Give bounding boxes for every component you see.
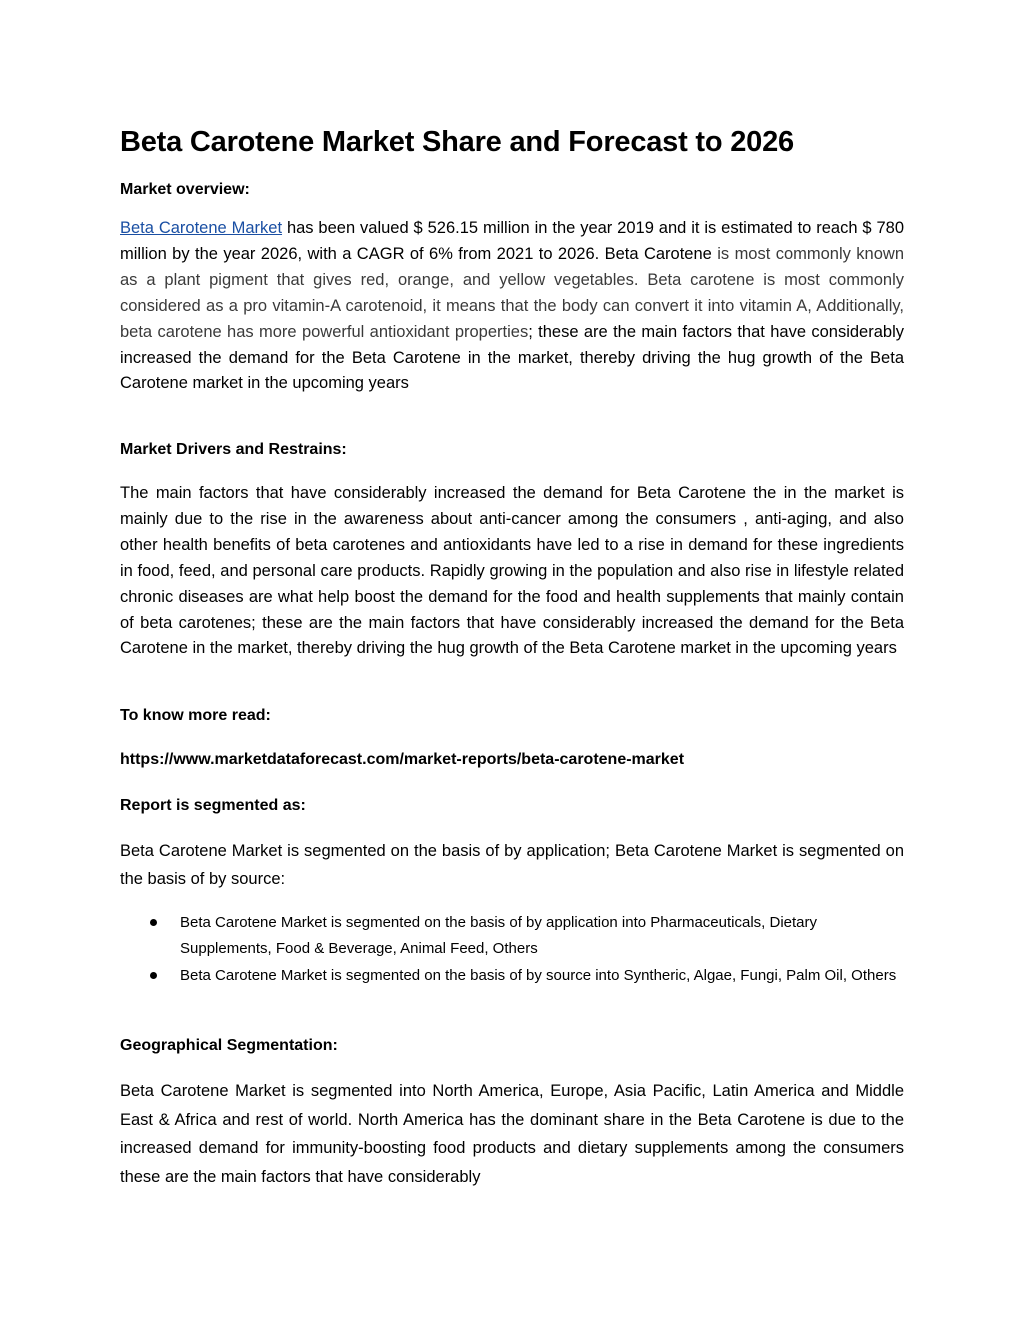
segmented-paragraph: Beta Carotene Market is segmented on the basis of by application; Beta Carotene Market is segmented on the basis of by source: — [120, 842, 904, 888]
overview-text-part3: ; these are the main factors that have considerably increased the demand for the Beta Carotene in the market, thereby driving the hug growth of the Beta Carotene market in the upcoming years — [120, 322, 904, 393]
list-item-text: Beta Carotene Market is segmented on the basis of by application into Pharmaceuticals, Dietary Supplements, Food & Beverage, Animal Feed, Others — [180, 914, 818, 957]
market-overview-heading: Market overview: — [120, 181, 250, 198]
drivers-heading: Market Drivers and Restrains: — [120, 441, 347, 458]
bullet-icon — [150, 972, 157, 979]
know-more-url: https://www.marketdataforecast.com/market-reports/beta-carotene-market — [120, 751, 685, 768]
overview-text-part1: has been valued $ 526.15 million in the year 2019 and it is estimated to reach $ 780 million by the year 2026, with a CAGR of 6% from 2021 to 2026. Beta Carotene — [120, 219, 905, 263]
geo-paragraph: Beta Carotene Market is segmented into North America, Europe, Asia Pacific, Latin America and Middle East & Africa and rest of world. North America has the dominant share in the Beta Carotene is due to the increased demand for immunity-boosting food products and dietary supplements among the consumers these are the main factors that have considerably — [120, 1082, 904, 1186]
overview-text-part2: is most commonly known as a plant pigment that gives red, orange, and yellow vegetables. Beta carotene is most commonly considered as a pro vitamin-A carotenoid, it means that the body can convert it into vitamin A, Additionally, beta carotene has more powerful antioxidant properties — [120, 244, 904, 341]
list-item — [120, 910, 904, 962]
list-item-text: Beta Carotene Market is segmented on the basis of by source into Syntheric, Algae, Fungi, Palm Oil, Others — [180, 967, 897, 984]
page-title: Beta Carotene Market Share and Forecast to 2026 — [120, 126, 794, 158]
segmentation-list — [120, 910, 904, 990]
list-item — [120, 963, 904, 989]
segmented-heading: Report is segmented as: — [120, 797, 306, 814]
drivers-paragraph: The main factors that have considerably increased the demand for Beta Carotene the in the market is mainly due to the rise in the awareness about anti-cancer among the consumers , anti-aging, and also other health benefits of beta carotenes and antioxidants have led to a rise in demand for these ingredients in food, feed, and personal care products. Rapidly growing in the population and also rise in lifestyle related chronic diseases are what help boost the demand for the food and health supplements that mainly contain of beta carotenes; these are the main factors that have considerably increased the demand for the Beta Carotene in the market, thereby driving the hug growth of the Beta Carotene market in the upcoming years — [120, 484, 904, 658]
market-overview-paragraph — [120, 216, 904, 397]
geo-heading: Geographical Segmentation: — [120, 1037, 338, 1054]
know-more-heading: To know more read: — [120, 707, 271, 724]
beta-carotene-market-link[interactable]: Beta Carotene Market — [120, 219, 283, 237]
bullet-icon — [150, 919, 157, 926]
